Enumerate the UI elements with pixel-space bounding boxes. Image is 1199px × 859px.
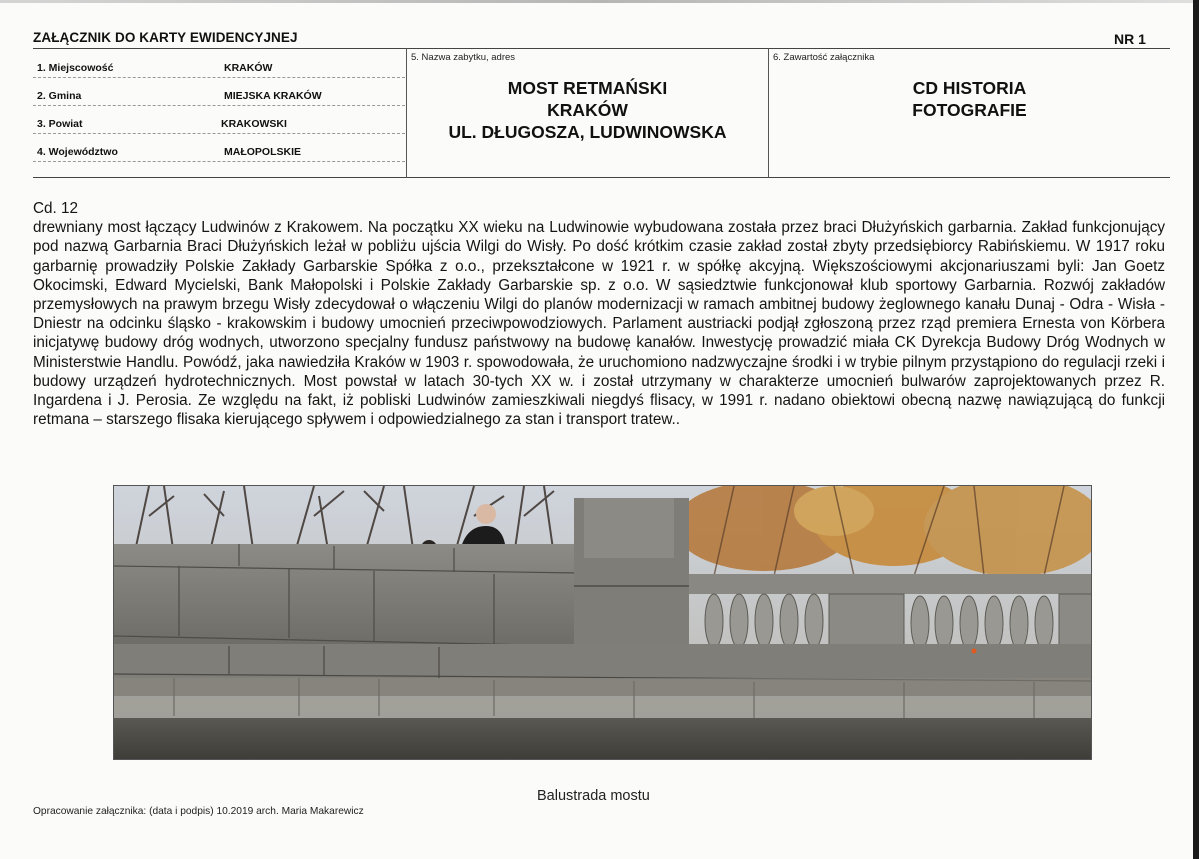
monument-box-label: 5. Nazwa zabytku, adres	[411, 52, 516, 63]
monument-title: MOST RETMAŃSKI	[507, 78, 668, 98]
monument-address: UL. DŁUGOSZA, LUDWINOWSKA	[448, 122, 727, 142]
scan-edge-right	[1193, 0, 1199, 859]
field-label: 4. Województwo	[37, 146, 118, 158]
field-powiat	[33, 106, 405, 134]
monument-name	[407, 77, 768, 143]
attachment-content	[769, 77, 1170, 121]
header-bottom-divider	[33, 177, 1170, 178]
field-label: 2. Gmina	[37, 90, 82, 102]
content-line-2: FOTOGRAFIE	[912, 100, 1027, 120]
header-top-divider	[33, 48, 1170, 49]
history-paragraph: drewniany most łączący Ludwinów z Krakowem. Na początku XX wieku na Ludwinowie wybudowana została przez braci Dłużyńskich garbarnia. Zakład funkcjonujący pod nazwą Garbarnia Braci Dłużyńskich leżał w pobliżu ujścia Wilgi do Wisły. Po dość krótkim czasie zakład został zbyty przedsiębiorcy Rabińskiemu. W 1917 roku garbarnię prowadziły Polskie Zakłady Garbarskie Spółka z o.o., przekształcone w 1921 r. w spółkę akcyjną. Większościowymi akcjonariuszami byli: Jan Goetz Okocimski, Edward Mycielski, Bank Małopolski i Polskie Zakłady Garbarskie sp. z o.o. W sąsiedztwie funkcjonował klub sportowy Garbarnia. Rozwój zakładów przemysłowych na prawym brzegu Wisły zdecydował o włączeniu Wilgi do planów modernizacji w ramach ambitnej budowy żeglownego kanału Dunaj - Odra - Wisła - Dniestr na odcinku śląsko - krakowskim i budowy umocnień przeciwpowodziowych. Parlament austriacki podjął zgłoszoną przez rząd premiera Ernesta von Körbera inicjatywę budowy dróg wodnych, utworzono specjalny fundusz państwowy na budowę kanałów. Inwestycję prowadzić miała CK Dyrekcja Budowy Dróg Wodnych w Ministerstwie Handlu. Powódź, jaka nawiedziła Kraków w 1903 r. spowodowała, że uruchomiono nadzwyczajne środki i w trybie pilnym przystąpiono do regulacji rzeki i budowy urządzeń hydrotechnicznych. Most powstał w latach 30-tych XX w. i został utrzymany w charakterze umocnień bulwarów zaprojektowanych przez R. Ingardena i J. Perosia. Ze względu na fakt, iż pobliski Ludwinów zamieszkiwali niegdyś flisacy, w 1991 r. nadano obiektowi obecną nazwę nawiązującą do funkcji retmana – starszego flisaka kierującego spływem i odpowiedzialnego za stan i transport tratew..	[33, 219, 1165, 429]
continuation-marker: Cd. 12	[33, 200, 79, 217]
history-text	[33, 199, 1165, 429]
field-gmina	[33, 78, 405, 106]
field-value: MAŁOPOLSKIE	[224, 146, 302, 158]
document-title: ZAŁĄCZNIK DO KARTY EWIDENCYJNEJ	[33, 30, 298, 45]
field-miejscowosc	[33, 50, 405, 78]
field-value: KRAKOWSKI	[221, 118, 287, 130]
scan-edge-top	[0, 0, 1199, 3]
photo-caption: Balustrada mostu	[537, 788, 650, 804]
field-wojewodztwo	[33, 134, 405, 162]
field-label: 3. Powiat	[37, 118, 83, 130]
content-line-1: CD HISTORIA	[912, 78, 1027, 98]
bridge-balustrade-photo	[113, 485, 1092, 760]
field-label: 1. Miejscowość	[37, 62, 114, 74]
monument-city: KRAKÓW	[547, 100, 628, 120]
field-value: KRAKÓW	[224, 62, 273, 74]
photo-illustration	[114, 486, 1092, 760]
content-box-label: 6. Zawartość załącznika	[773, 52, 875, 63]
prepared-by-footer: Opracowanie załącznika: (data i podpis) 10.2019 arch. Maria Makarewicz	[33, 806, 364, 817]
field-value: MIEJSKA KRAKÓW	[224, 90, 322, 102]
document-number: NR 1	[1114, 31, 1146, 47]
